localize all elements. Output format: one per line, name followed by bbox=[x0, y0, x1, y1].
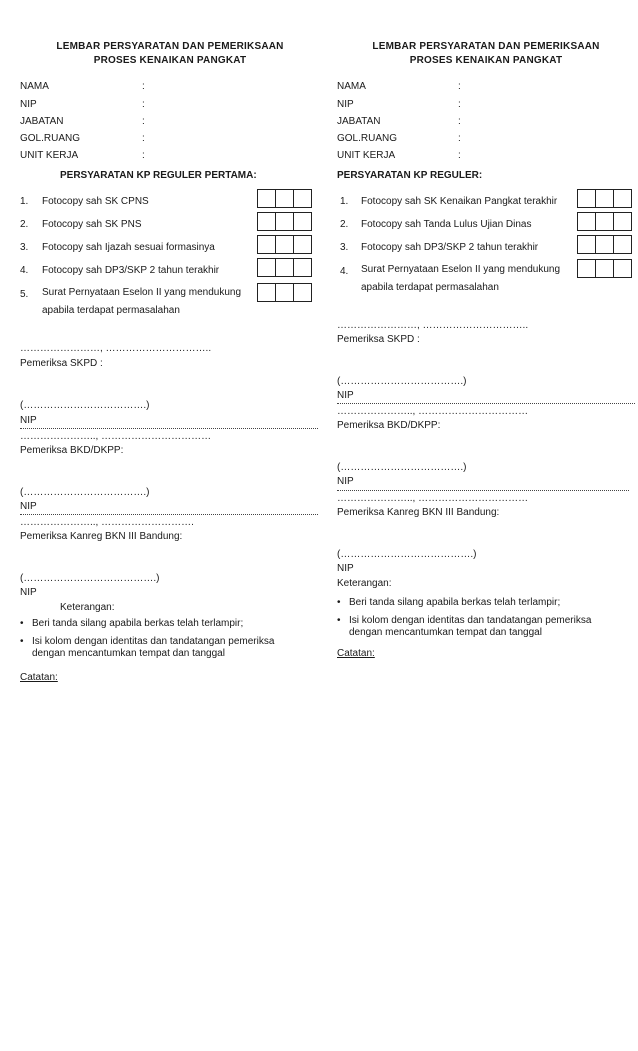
field-colon: : bbox=[142, 99, 145, 110]
item-number: 3. bbox=[340, 242, 349, 253]
check-box[interactable] bbox=[275, 189, 294, 208]
note-item: • Beri tanda silang apabila berkas telah terlampir; bbox=[20, 618, 305, 630]
requirement-item: Fotocopy sah DP3/SKP 2 tahun terakhir bbox=[42, 265, 220, 276]
field-label-unit-kerja: UNIT KERJA bbox=[337, 150, 396, 161]
check-box[interactable] bbox=[275, 212, 294, 231]
check-box[interactable] bbox=[577, 189, 596, 208]
examiner-bkn-label: Pemeriksa Kanreg BKN III Bandung: bbox=[20, 531, 183, 542]
requirement-item: Fotocopy sah SK Kenaikan Pangkat terakhir bbox=[361, 196, 558, 207]
requirement-item: Fotocopy sah Tanda Lulus Ujian Dinas bbox=[361, 219, 532, 230]
field-label-gol-ruang: GOL.RUANG bbox=[20, 133, 81, 144]
divider bbox=[20, 428, 318, 429]
check-box[interactable] bbox=[595, 259, 614, 278]
checkbox-group[interactable] bbox=[258, 189, 312, 208]
check-box[interactable] bbox=[613, 259, 632, 278]
requirement-item: Surat Pernyataan Eselon II yang mendukung apabila terdapat permasalahan bbox=[42, 287, 242, 316]
requirement-item: Fotocopy sah DP3/SKP 2 tahun terakhir bbox=[361, 242, 539, 253]
examiner-bkd-label: Pemeriksa BKD/DKPP: bbox=[337, 420, 441, 431]
examiner-skpd-label: Pemeriksa SKPD : bbox=[20, 358, 103, 369]
checkbox-group[interactable] bbox=[258, 258, 312, 277]
place-date-line: ……………………, ………………………….. bbox=[337, 320, 529, 331]
checkbox-group[interactable] bbox=[578, 212, 632, 231]
check-box[interactable] bbox=[275, 258, 294, 277]
divider bbox=[337, 403, 635, 404]
nip-label: NIP bbox=[20, 587, 37, 598]
check-box[interactable] bbox=[275, 283, 294, 302]
check-box[interactable] bbox=[293, 189, 312, 208]
check-box[interactable] bbox=[257, 235, 276, 254]
check-box[interactable] bbox=[613, 189, 632, 208]
field-colon: : bbox=[142, 116, 145, 127]
requirement-item: Fotocopy sah SK CPNS bbox=[42, 196, 149, 207]
field-colon: : bbox=[142, 133, 145, 144]
divider bbox=[337, 490, 629, 491]
check-box[interactable] bbox=[577, 235, 596, 254]
notes-list bbox=[20, 618, 305, 666]
field-colon: : bbox=[142, 150, 145, 161]
nip-label: NIP bbox=[337, 390, 354, 401]
examiner-skpd-label: Pemeriksa SKPD : bbox=[337, 334, 420, 345]
requirements-heading: PERSYARATAN KP REGULER: bbox=[337, 170, 483, 181]
item-number: 2. bbox=[20, 219, 29, 230]
form-title: LEMBAR PERSYARATAN DAN PEMERIKSAAN PROSES KENAIKAN PANGKAT bbox=[56, 41, 284, 66]
examiner-bkd-label: Pemeriksa BKD/DKPP: bbox=[20, 445, 124, 456]
note-item: • Isi kolom dengan identitas dan tandatangan pemeriksa dengan mencantumkan tempat dan tanggal bbox=[20, 636, 305, 660]
keterangan-label: Keterangan: bbox=[60, 602, 115, 613]
check-box[interactable] bbox=[257, 258, 276, 277]
field-colon: : bbox=[458, 116, 461, 127]
requirement-item: Fotocopy sah SK PNS bbox=[42, 219, 142, 230]
notes-list bbox=[337, 597, 622, 645]
catatan-label: Catatan: bbox=[337, 648, 375, 659]
field-colon: : bbox=[458, 150, 461, 161]
item-number: 4. bbox=[20, 265, 29, 276]
signature-line: (……………………………….) bbox=[337, 462, 467, 473]
item-number: 2. bbox=[340, 219, 349, 230]
checkbox-group[interactable] bbox=[258, 283, 312, 302]
field-label-nama: NAMA bbox=[337, 81, 366, 92]
check-box[interactable] bbox=[293, 283, 312, 302]
nip-label: NIP bbox=[337, 563, 354, 574]
field-colon: : bbox=[458, 81, 461, 92]
field-colon: : bbox=[142, 81, 145, 92]
field-colon: : bbox=[458, 99, 461, 110]
place-date-line: ………………….., …………………………… bbox=[20, 431, 212, 442]
nip-label: NIP bbox=[20, 415, 37, 426]
place-date-line: ………………….., …………………………… bbox=[337, 406, 529, 417]
check-box[interactable] bbox=[293, 235, 312, 254]
check-box[interactable] bbox=[293, 258, 312, 277]
field-label-unit-kerja: UNIT KERJA bbox=[20, 150, 79, 161]
signature-line: (……………………………….) bbox=[20, 400, 150, 411]
checkbox-group[interactable] bbox=[258, 212, 312, 231]
check-box[interactable] bbox=[613, 235, 632, 254]
checkbox-group[interactable] bbox=[578, 259, 632, 278]
note-item: • Isi kolom dengan identitas dan tandatangan pemeriksa dengan mencantumkan tempat dan tanggal bbox=[337, 615, 622, 639]
catatan-label: Catatan: bbox=[20, 672, 58, 683]
requirement-item: Fotocopy sah Ijazah sesuai formasinya bbox=[42, 242, 215, 253]
item-number: 4. bbox=[340, 266, 349, 277]
place-date-line: ………………….., …………………………… bbox=[337, 493, 529, 504]
requirements-heading: PERSYARATAN KP REGULER PERTAMA: bbox=[60, 170, 257, 181]
signature-line: (……………………………….) bbox=[337, 376, 467, 387]
check-box[interactable] bbox=[595, 189, 614, 208]
signature-line: (………………………………….) bbox=[337, 549, 477, 560]
check-box[interactable] bbox=[613, 212, 632, 231]
check-box[interactable] bbox=[595, 235, 614, 254]
check-box[interactable] bbox=[577, 212, 596, 231]
form-title: LEMBAR PERSYARATAN DAN PEMERIKSAAN PROSES KENAIKAN PANGKAT bbox=[372, 41, 600, 66]
check-box[interactable] bbox=[577, 259, 596, 278]
nip-label: NIP bbox=[337, 476, 354, 487]
check-box[interactable] bbox=[595, 212, 614, 231]
nip-label: NIP bbox=[20, 501, 37, 512]
item-number: 5. bbox=[20, 289, 29, 300]
item-number: 1. bbox=[20, 196, 29, 207]
keterangan-label: Keterangan: bbox=[337, 578, 392, 589]
item-number: 1. bbox=[340, 196, 349, 207]
place-date-line: ……………………, ………………………….. bbox=[20, 343, 212, 354]
signature-line: (……………………………….) bbox=[20, 487, 150, 498]
field-label-nama: NAMA bbox=[20, 81, 49, 92]
item-number: 3. bbox=[20, 242, 29, 253]
requirement-item: Surat Pernyataan Eselon II yang mendukung apabila terdapat permasalahan bbox=[361, 264, 561, 293]
checkbox-group[interactable] bbox=[578, 235, 632, 254]
checkbox-group[interactable] bbox=[578, 189, 632, 208]
checkbox-group[interactable] bbox=[258, 235, 312, 254]
field-label-jabatan: JABATAN bbox=[337, 116, 381, 127]
check-box[interactable] bbox=[275, 235, 294, 254]
field-label-jabatan: JABATAN bbox=[20, 116, 64, 127]
signature-line: (………………………………….) bbox=[20, 573, 160, 584]
place-date-line: ………………….., ………………………. bbox=[20, 517, 194, 528]
check-box[interactable] bbox=[257, 283, 276, 302]
check-box[interactable] bbox=[257, 212, 276, 231]
check-box[interactable] bbox=[293, 212, 312, 231]
field-label-nip: NIP bbox=[20, 99, 37, 110]
check-box[interactable] bbox=[257, 189, 276, 208]
field-label-gol-ruang: GOL.RUANG bbox=[337, 133, 398, 144]
field-label-nip: NIP bbox=[337, 99, 354, 110]
examiner-bkn-label: Pemeriksa Kanreg BKN III Bandung: bbox=[337, 507, 500, 518]
note-item: • Beri tanda silang apabila berkas telah terlampir; bbox=[337, 597, 622, 609]
divider bbox=[20, 514, 318, 515]
field-colon: : bbox=[458, 133, 461, 144]
